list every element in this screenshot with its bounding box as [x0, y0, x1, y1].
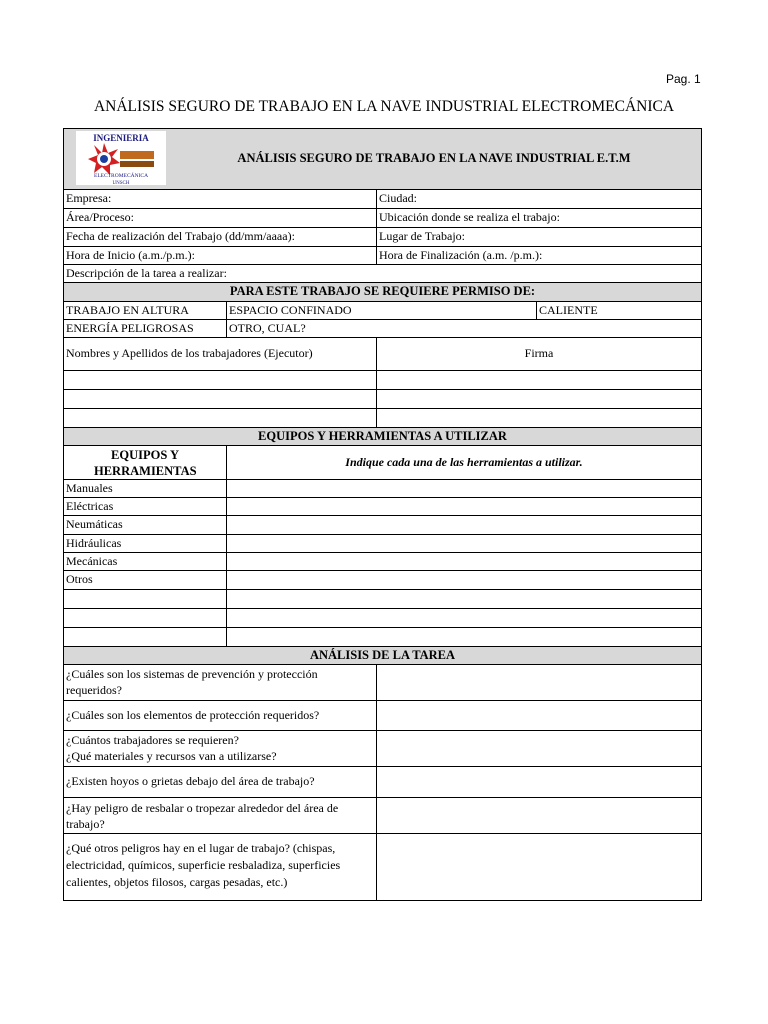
analysis-question: ¿Cuáles son los elementos de protección requeridos? [66, 708, 320, 722]
tool-row [64, 534, 701, 552]
worker-row [64, 370, 701, 389]
fecha-field[interactable]: Fecha de realización del Trabajo (dd/mm/aaaa): [66, 229, 295, 243]
tool-input[interactable] [226, 498, 701, 515]
row-fecha [64, 227, 701, 246]
analysis-answer[interactable] [376, 701, 701, 730]
row-horas [64, 246, 701, 264]
tool-row [64, 589, 701, 608]
tool-row [64, 479, 701, 497]
worker-signature-input[interactable] [376, 409, 701, 427]
analysis-question: ¿Cuáles son los sistemas de prevención y protección requeridos? [66, 667, 318, 697]
analysis-question: ¿Qué otros peligros hay en el lugar de trabajo? (chispas, electricidad, químicos, superficie resbaladiza, superficies calientes, objetos filosos, cargas pesadas, etc.) [66, 841, 341, 889]
svg-text:INGENIERIA: INGENIERIA [93, 133, 149, 143]
workers-header-row [64, 337, 701, 370]
analysis-row [64, 664, 701, 700]
page-number: Pag. 1 [666, 72, 701, 86]
analysis-answer[interactable] [376, 834, 701, 900]
permit-caliente[interactable]: CALIENTE [536, 302, 701, 319]
analysis-row [64, 833, 701, 900]
analysis-row [64, 700, 701, 730]
analysis-question: ¿Existen hoyos o grietas debajo del área de trabajo? [66, 774, 315, 788]
safety-analysis-form [63, 128, 702, 901]
worker-name-input[interactable] [64, 390, 376, 408]
tool-input[interactable] [226, 480, 701, 497]
worker-row [64, 389, 701, 408]
descripcion-field[interactable]: Descripción de la tarea a realizar: [66, 266, 227, 280]
tool-input[interactable] [226, 535, 701, 552]
hora-inicio-field[interactable]: Hora de Inicio (a.m./p.m.): [66, 248, 195, 262]
analysis-title: ANÁLISIS DE LA TAREA [309, 648, 456, 662]
tool-category: Neumáticas [66, 517, 123, 531]
permit-otro[interactable]: OTRO, CUAL? [226, 320, 701, 337]
permits-title: PARA ESTE TRABAJO SE REQUIERE PERMISO DE: [229, 284, 536, 298]
analysis-row [64, 730, 701, 766]
tool-input[interactable] [226, 553, 701, 570]
tool-row [64, 497, 701, 515]
tools-title: EQUIPOS Y HERRAMIENTAS A UTILIZAR [258, 429, 507, 443]
worker-signature-input[interactable] [376, 371, 701, 389]
row-area [64, 208, 701, 227]
tool-category: Eléctricas [66, 499, 114, 513]
tool-input[interactable] [226, 609, 701, 627]
row-descripcion [64, 264, 701, 282]
row-permits-1 [64, 301, 701, 319]
tool-input[interactable] [226, 628, 701, 646]
analysis-question-materials: ¿Qué materiales y recursos van a utilizarse? [66, 749, 277, 763]
tool-input[interactable] [226, 516, 701, 534]
tools-instruction: Indique cada una de las herramientas a utilizar. [226, 446, 701, 479]
analysis-answer[interactable] [376, 731, 701, 766]
lugar-field[interactable]: Lugar de Trabajo: [376, 228, 701, 246]
analysis-answer[interactable] [376, 767, 701, 797]
tools-col-header: EQUIPOS Y HERRAMIENTAS [94, 448, 197, 478]
form-header [64, 129, 701, 189]
permit-energia[interactable]: ENERGÍA PELIGROSAS [66, 321, 194, 335]
tool-category-blank[interactable] [64, 590, 226, 608]
workers-signature-header: Firma [376, 338, 701, 370]
engineering-logo [76, 131, 166, 185]
svg-text:UNSCH: UNSCH [112, 181, 130, 185]
form-title: ANÁLISIS SEGURO DE TRABAJO EN LA NAVE INDUSTRIAL E.T.M [237, 151, 631, 165]
tool-row [64, 552, 701, 570]
svg-text:ELECTROMECÁNICA: ELECTROMECÁNICA [93, 173, 149, 179]
analysis-section-title [64, 646, 701, 664]
worker-name-input[interactable] [64, 371, 376, 389]
permit-confinado[interactable]: ESPACIO CONFINADO [226, 302, 536, 319]
tool-row [64, 570, 701, 589]
empresa-field[interactable]: Empresa: [66, 191, 112, 205]
tool-category: Manuales [66, 481, 113, 495]
analysis-answer[interactable] [376, 665, 701, 700]
analysis-row [64, 766, 701, 797]
tool-row [64, 608, 701, 627]
worker-signature-input[interactable] [376, 390, 701, 408]
document-title: ANÁLISIS SEGURO DE TRABAJO EN LA NAVE INDUSTRIAL ELECTROMECÁNICA [93, 98, 675, 115]
ubicacion-field[interactable]: Ubicación donde se realiza el trabajo: [376, 209, 701, 227]
analysis-row [64, 797, 701, 833]
tool-row [64, 515, 701, 534]
analysis-answer[interactable] [376, 798, 701, 833]
ciudad-field[interactable]: Ciudad: [376, 190, 701, 208]
tools-header-row [64, 445, 701, 479]
hora-fin-field[interactable]: Hora de Finalización (a.m. /p.m.): [376, 247, 701, 264]
tools-section-title [64, 427, 701, 445]
row-permits-2 [64, 319, 701, 337]
analysis-question: ¿Hay peligro de resbalar o tropezar alrededor del área de trabajo? [66, 801, 339, 831]
row-empresa [64, 189, 701, 208]
tool-category: Otros [66, 572, 93, 586]
area-field[interactable]: Área/Proceso: [66, 210, 134, 224]
tool-row [64, 627, 701, 646]
permits-section-title [64, 282, 701, 301]
tool-category-blank[interactable] [64, 609, 226, 627]
tool-category: Hidráulicas [66, 536, 122, 550]
workers-names-header: Nombres y Apellidos de los trabajadores (Ejecutor) [66, 346, 313, 360]
permit-altura[interactable]: TRABAJO EN ALTURA [66, 303, 189, 317]
analysis-question-workers: ¿Cuántos trabajadores se requieren? [66, 733, 239, 747]
tool-category: Mecánicas [66, 554, 118, 568]
worker-name-input[interactable] [64, 409, 376, 427]
analysis-question [64, 731, 376, 766]
tool-input[interactable] [226, 571, 701, 589]
tool-category-blank[interactable] [64, 628, 226, 646]
tool-input[interactable] [226, 590, 701, 608]
worker-row [64, 408, 701, 427]
